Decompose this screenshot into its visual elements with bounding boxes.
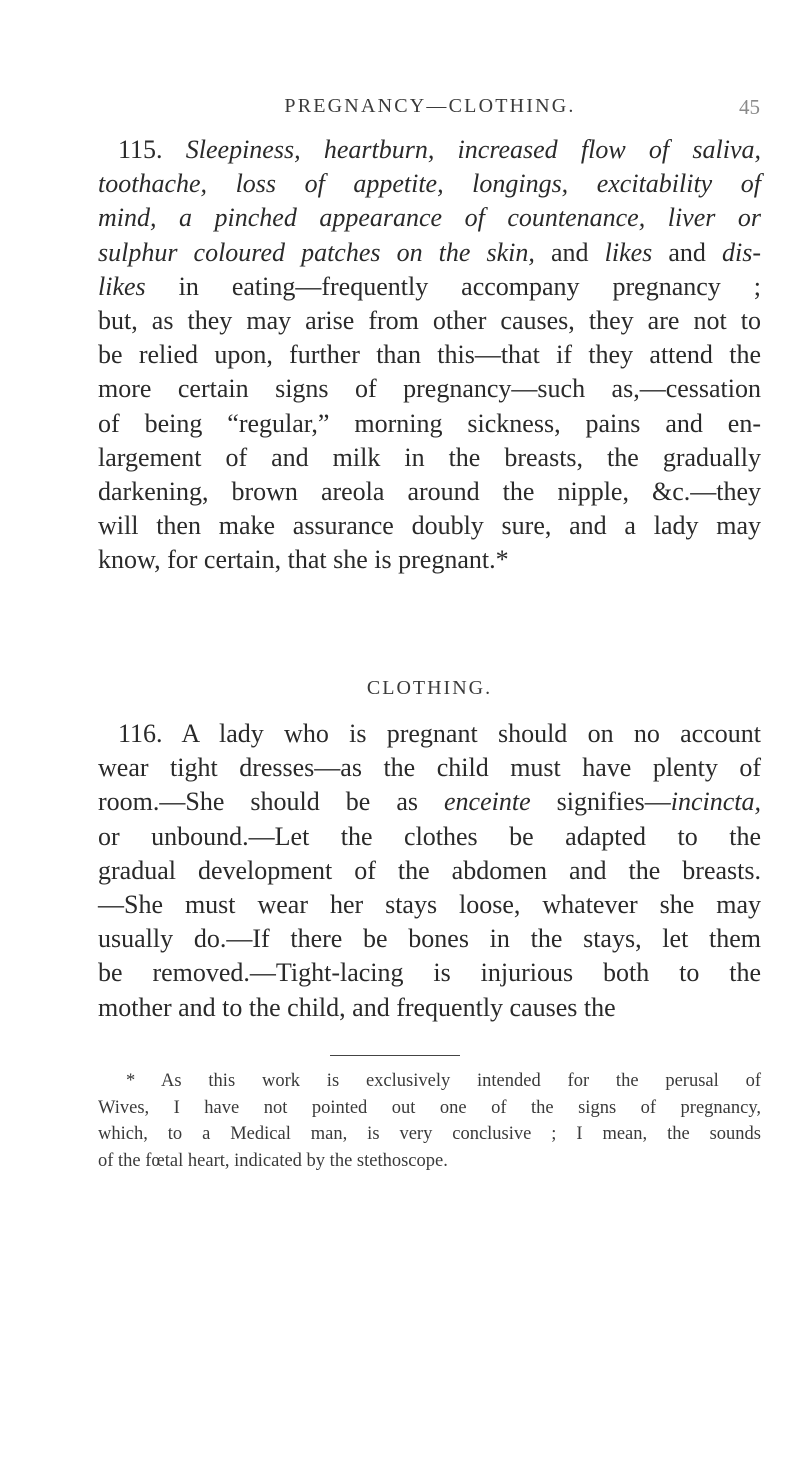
paragraph_115-line: darkening, brown areola around the nipple, &c.—they (98, 476, 761, 506)
running-header (100, 95, 760, 125)
paragraph_115-line: but, as they may arise from other causes, they are not to (98, 305, 761, 335)
paragraph_116-line: be removed.—Tight-lacing is injurious both to the (98, 958, 761, 988)
header-title: PREGNANCY—CLOTHING. (284, 95, 576, 117)
paragraph_116-line: usually do.—If there be bones in the stays, let them (98, 924, 761, 954)
footnote-line: which, to a Medical man, is very conclusive ; I mean, the sounds (98, 1124, 761, 1144)
paragraph_116-line: —She must wear her stays loose, whatever she may (98, 889, 761, 919)
footnote-line: of the fœtal heart, indicated by the stethoscope. (98, 1150, 448, 1171)
paragraph_115-line: 115. Sleepiness, heartburn, increased flow of saliva, (118, 135, 761, 164)
paragraph_115-line: will then make assurance doubly sure, and a lady may (98, 511, 761, 541)
paragraph_115-line: toothache, loss of appetite, longings, excitability of (98, 169, 761, 199)
footnote (98, 1068, 761, 1174)
footnote-line: Wives, I have not pointed out one of the signs of pregnancy, (98, 1097, 761, 1118)
paragraph-116 (98, 717, 761, 1025)
paragraph_115-line: be relied upon, further than this—that if they attend the (98, 340, 761, 370)
paragraph_115-line: largement of and milk in the breasts, the gradually (98, 442, 761, 472)
paragraph-115 (98, 133, 761, 577)
paragraph_115-line: likes in eating—frequently accompany pregnancy ; (98, 271, 761, 301)
paragraph_115-line: more certain signs of pregnancy—such as,—cessation (98, 374, 761, 404)
paragraph_116-line: 116. A lady who is pregnant should on no account (118, 719, 761, 748)
paragraph_116-line: gradual development of the abdomen and the breasts. (98, 855, 761, 885)
paragraph_115-line: mind, a pinched appearance of countenance, liver or (98, 203, 761, 233)
page-number: 45 (739, 95, 760, 119)
paragraph_116-line: or unbound.—Let the clothes be adapted to the (98, 821, 761, 851)
paragraph_115-line: know, for certain, that she is pregnant.* (98, 545, 509, 575)
section-heading: CLOTHING. (366, 677, 493, 699)
paragraph_115-line: sulphur coloured patches on the skin, and likes and dis- (98, 237, 762, 267)
footnote-rule (330, 1055, 460, 1056)
paragraph_116-line: mother and to the child, and frequently causes the (98, 992, 616, 1022)
paragraph_116-line: wear tight dresses—as the child must have plenty of (98, 753, 761, 783)
paragraph_116-line: room.—She should be as enceinte signifies—incincta, (98, 787, 761, 817)
footnote-line: * As this work is exclusively intended for the perusal of (126, 1071, 761, 1091)
paragraph_115-line: of being “regular,” morning sickness, pains and en- (98, 408, 761, 438)
